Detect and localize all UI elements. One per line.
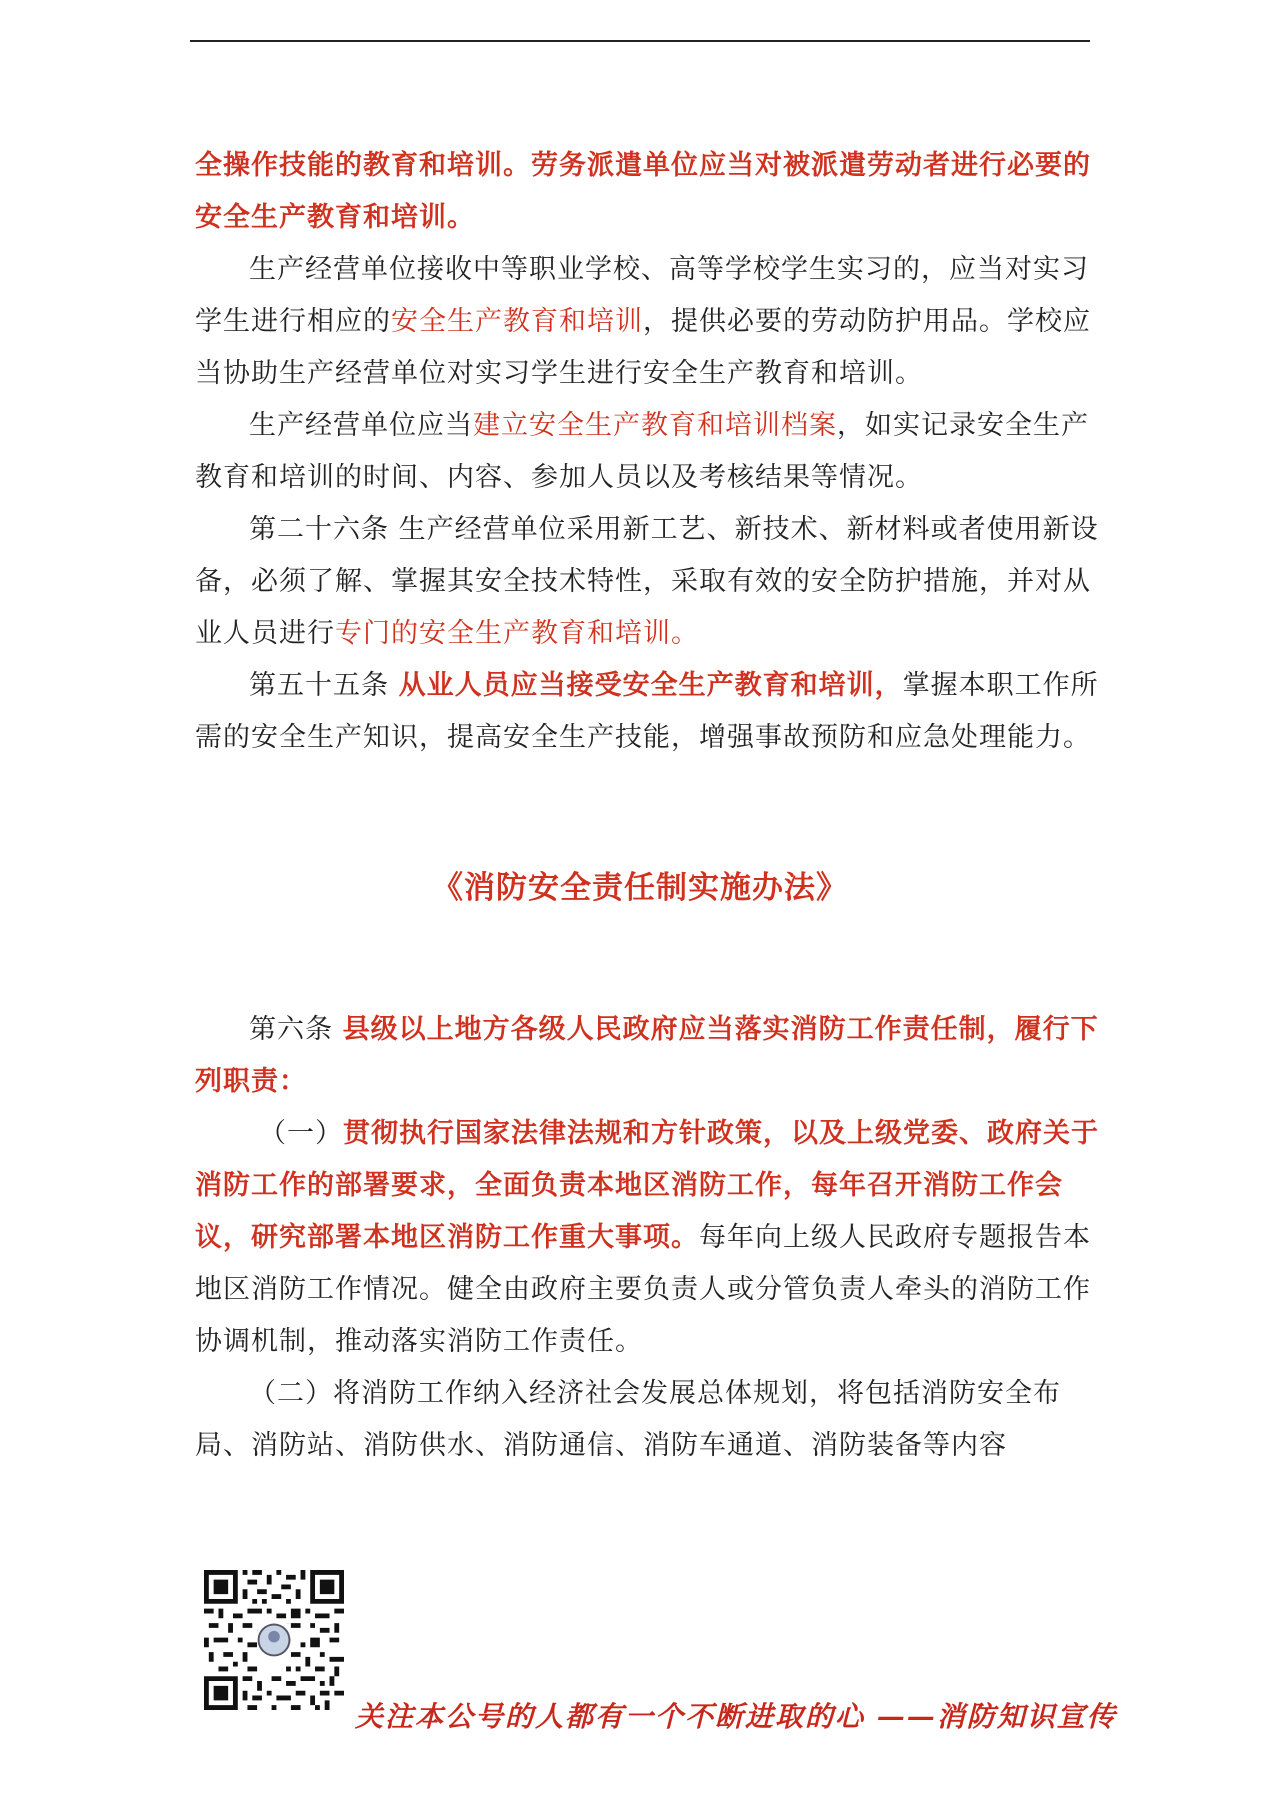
paragraph-8 [195, 1368, 1105, 1472]
emphasis-text: 贯彻执行国家法律法规和方针政策，以及上级党委、政府关于消防工作的部署要求，全面负责本地区消防工作，每年召开消防工作会议，研究部署本地区消防工作重大事项。 [195, 1118, 1099, 1253]
emphasis-text: 县级以上地方各级人民政府应当落实消防工作责任制，履行下列职责： [195, 1014, 1099, 1097]
emphasis-text: 专门的安全生产教育和培训。 [335, 618, 699, 649]
paragraph-2 [195, 244, 1105, 400]
paragraph-7 [195, 1108, 1105, 1368]
body-text: 第六条 [249, 1014, 343, 1045]
paragraph-3 [195, 400, 1105, 504]
emphasis-text: 从业人员应当接受安全生产教育和培训， [398, 670, 903, 701]
paragraph-5 [195, 660, 1105, 764]
body-text: 掌握本职工作所需的安全生产知识，提高安全生产技能，增强事故预防和应急处理能力。 [195, 670, 1099, 753]
body-text: ，提供必要的劳动防护用品。学校应当协助生产经营单位对实习学生进行安全生产教育和培训。 [195, 306, 1091, 389]
paragraph-6 [195, 1004, 1105, 1108]
body-text: （二）将消防工作纳入经济社会发展总体规划，将包括消防安全布局、消防站、消防供水、消防通信、消防车通道、消防装备等内容 [195, 1378, 1061, 1461]
header-rule [190, 40, 1090, 42]
body-text: 生产经营单位应当 [249, 410, 473, 441]
body-text: ，如实记录安全生产教育和培训的时间、内容、参加人员以及考核结果等情况。 [195, 410, 1089, 493]
paragraph-1 [195, 140, 1105, 244]
footer-slogan: 关注本公号的人都有一个不断进取的心 ——消防知识宣传 [355, 1700, 1117, 1733]
paragraph-4 [195, 504, 1105, 660]
emphasis-text: 全操作技能的教育和培训。劳务派遣单位应当对被派遣劳动者进行必要的安全生产教育和培训。 [195, 150, 1091, 233]
body-text: 第五十五条 [249, 670, 399, 701]
body-text: 第二十六条 生产经营单位采用新工艺、新技术、新材料或者使用新设备，必须了解、掌握其安全技术特性，采取有效的安全防护措施，并对从业人员进行 [195, 514, 1099, 649]
body-text: 每年向上级人民政府专题报告本地区消防工作情况。健全由政府主要负责人或分管负责人牵头的消防工作协调机制，推动落实消防工作责任。 [195, 1222, 1091, 1357]
body-text: （一） [259, 1118, 343, 1149]
document-body-lower [195, 1004, 1105, 1472]
qr-code-graphic [204, 1570, 344, 1710]
qr-code-icon [204, 1570, 344, 1710]
emphasis-text: 建立安全生产教育和培训档案 [473, 410, 837, 441]
body-text: 生产经营单位接收中等职业学校、高等学校学生实习的，应当对实习学生进行相应的 [195, 254, 1089, 337]
section-title: 《消防安全责任制实施办法》 [432, 870, 848, 906]
emphasis-text: 安全生产教育和培训 [391, 306, 643, 337]
document-body-upper [195, 140, 1105, 764]
